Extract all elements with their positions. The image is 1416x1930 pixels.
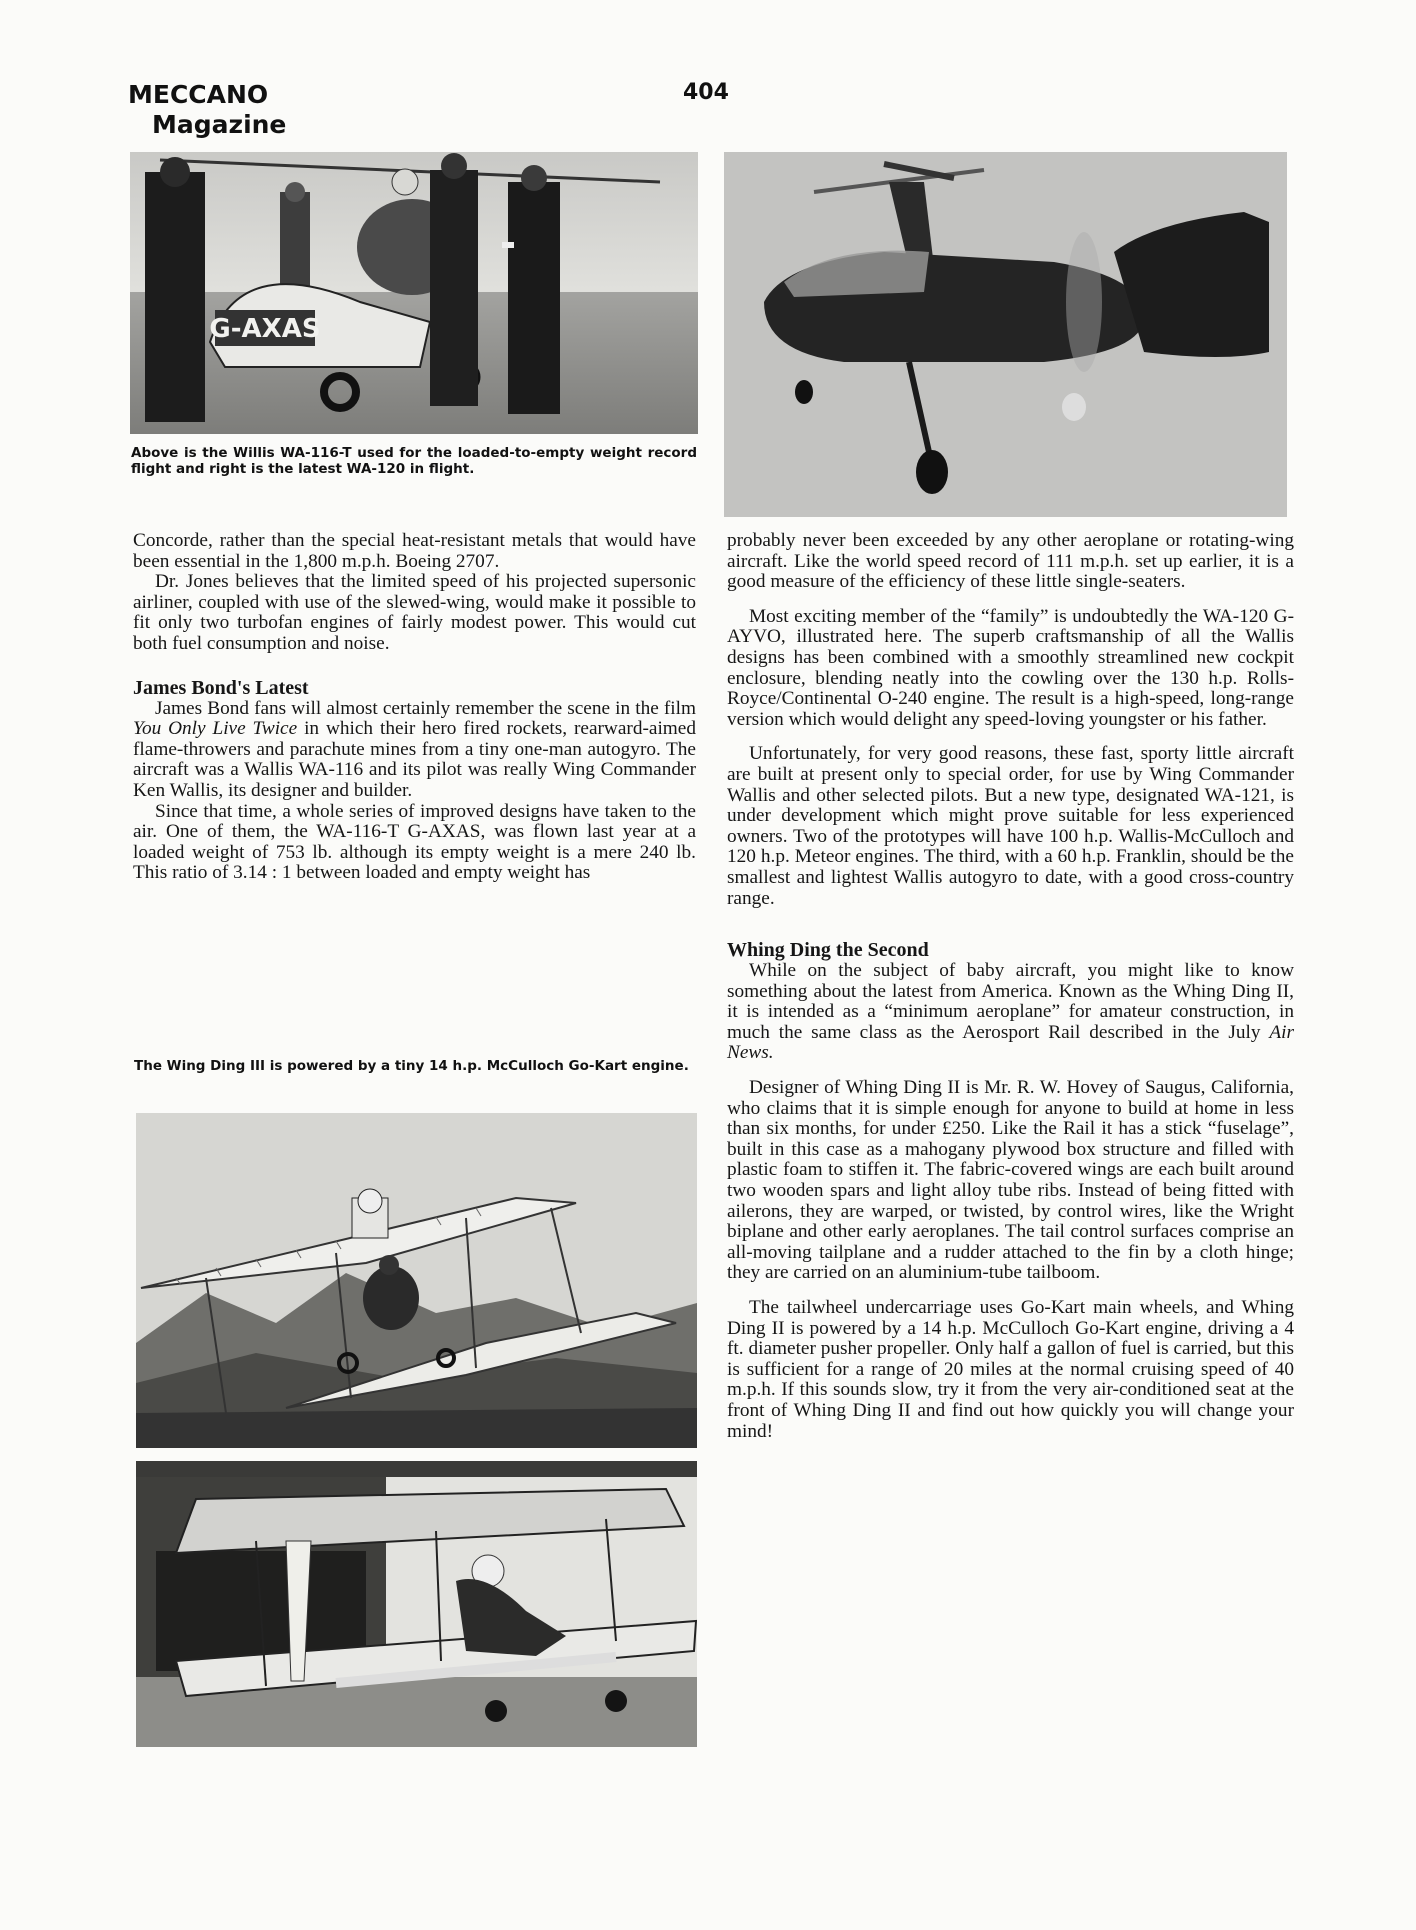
- text-run: in which their hero fired rockets, rearward-aimed flame-throwers and parachute mines from a tiny one-man autogyro. The aircraft was a Wallis WA-116 and its pilot was really Wing Commander Ken Wallis, its designer and builder.: [133, 718, 697, 801]
- whing-ding-caption: The Wing Ding III is powered by a tiny 14 h.p. McCulloch Go-Kart engine.: [134, 1058, 689, 1074]
- film-title: You Only Live Twice: [133, 718, 298, 740]
- paragraph: Designer of Whing Ding II is Mr. R. W. Hovey of Saugus, California, who claims that it is simple enough for anyone to build at home in less than six months, for under £250. Like the Rail it has a stick “fuselage”, built in this case as a mahogany plywood box structure and filled with plastic foam to stiffen it. The fabric-covered wings are each built around two wooden spars and light alloy tube ribs. Instead of being fitted with ailerons, they are warped, or twisted, by control wires, like the Wright biplane and other early aeroplanes. The tail control surfaces comprise an all-moving tailplane and a rudder attached to the fin by a cloth hinge; they are carried on an aluminium-tube tailboom.: [727, 1077, 1294, 1284]
- masthead-subtitle: Magazine: [152, 110, 287, 139]
- right-column: [727, 531, 1294, 1442]
- paragraph: Unfortunately, for very good reasons, these fast, sporty little aircraft are built at present only to special order, for use by Wing Commander Wallis and other selected pilots. But a new type, designated WA-121, is under development which might prove suitable for less experienced owners. Two of the prototypes will have 100 h.p. Wallis-McCulloch and 120 h.p. Meteor engines. The third, with a 60 h.p. Franklin, should be the smallest and lightest Wallis autogyro to date, with a good cross-country range.: [727, 743, 1294, 909]
- masthead: [128, 80, 308, 140]
- section-heading-whing-ding: Whing Ding the Second: [727, 939, 929, 962]
- paragraph: Dr. Jones believes that the limited speed of his projected supersonic airliner, coupled with use of the slewed-wing, would make it possible to fit only two turbofan engines of fairly modest power. This would cut both fuel consumption and noise.: [133, 571, 696, 654]
- wing-ding-flight-photo: [136, 1113, 697, 1448]
- wa120-photo: [724, 152, 1287, 517]
- paragraph: Most exciting member of the “family” is undoubtedly the WA-120 G-AYVO, illustrated here. The superb craftsmanship of all the Wallis designs has been combined with a smoothly streamlined new cockpit enclosure, blending neatly into the cowling over the 130 h.p. Rolls-Royce/Continental O-240 engine. The result is a high-speed, long-range version which would delight any speed-loving youngster or his father.: [727, 605, 1294, 730]
- top-photo-caption: Above is the Willis WA-116-T used for the loaded-to-empty weight record flight and right is the latest WA-120 in flight.: [131, 445, 697, 477]
- magazine-title: Air News.: [727, 1021, 1294, 1064]
- paragraph: Since that time, a whole series of improved designs have taken to the air. One of them, the WA-116-T G-AXAS, was flown last year at a loaded weight of 753 lb. although its empty weight is a mere 240 lb. This ratio of 3.14 : 1 between loaded and empty weight has: [133, 800, 696, 884]
- section-heading-james-bond: James Bond's Latest: [133, 676, 309, 699]
- paragraph: probably never been exceeded by any other aeroplane or rotating-wing aircraft. Like the world speed record of 111 m.p.h. set up earlier, it is a good measure of the efficiency of these little single-seaters.: [727, 530, 1294, 593]
- masthead-title: MECCANO: [128, 80, 269, 109]
- paragraph: [727, 961, 1294, 1064]
- left-column: [133, 531, 696, 884]
- wing-ding-ground-photo: [136, 1461, 697, 1747]
- text-run: While on the subject of baby aircraft, you might like to know something about the latest from America. Known as the Whing Ding II, it is intended as a “minimum aeroplane” for amateur construction, in much the same class as the Aerosport Rail described in the July: [727, 960, 1294, 1043]
- page-number: 404: [683, 80, 729, 105]
- wa116t-photo: [130, 152, 698, 434]
- paragraph: Concorde, rather than the special heat-resistant metals that would have been essential in the 1,800 m.p.h. Boeing 2707.: [133, 530, 696, 572]
- paragraph: [133, 699, 696, 802]
- text-run: James Bond fans will almost certainly remember the scene in the film: [155, 697, 696, 719]
- aircraft-registration: G-AXAS: [209, 314, 321, 344]
- paragraph: The tailwheel undercarriage uses Go-Kart main wheels, and Whing Ding II is powered by a 14 h.p. McCulloch Go-Kart engine, driving a 4 ft. diameter pusher propeller. Only half a gallon of fuel is carried, but this is sufficient for a range of 20 miles at the normal cruising speed of 40 m.p.h. If this sounds slow, try it from the very air-conditioned seat at the front of Whing Ding II and find out how quickly you will change your mind!: [727, 1297, 1294, 1442]
